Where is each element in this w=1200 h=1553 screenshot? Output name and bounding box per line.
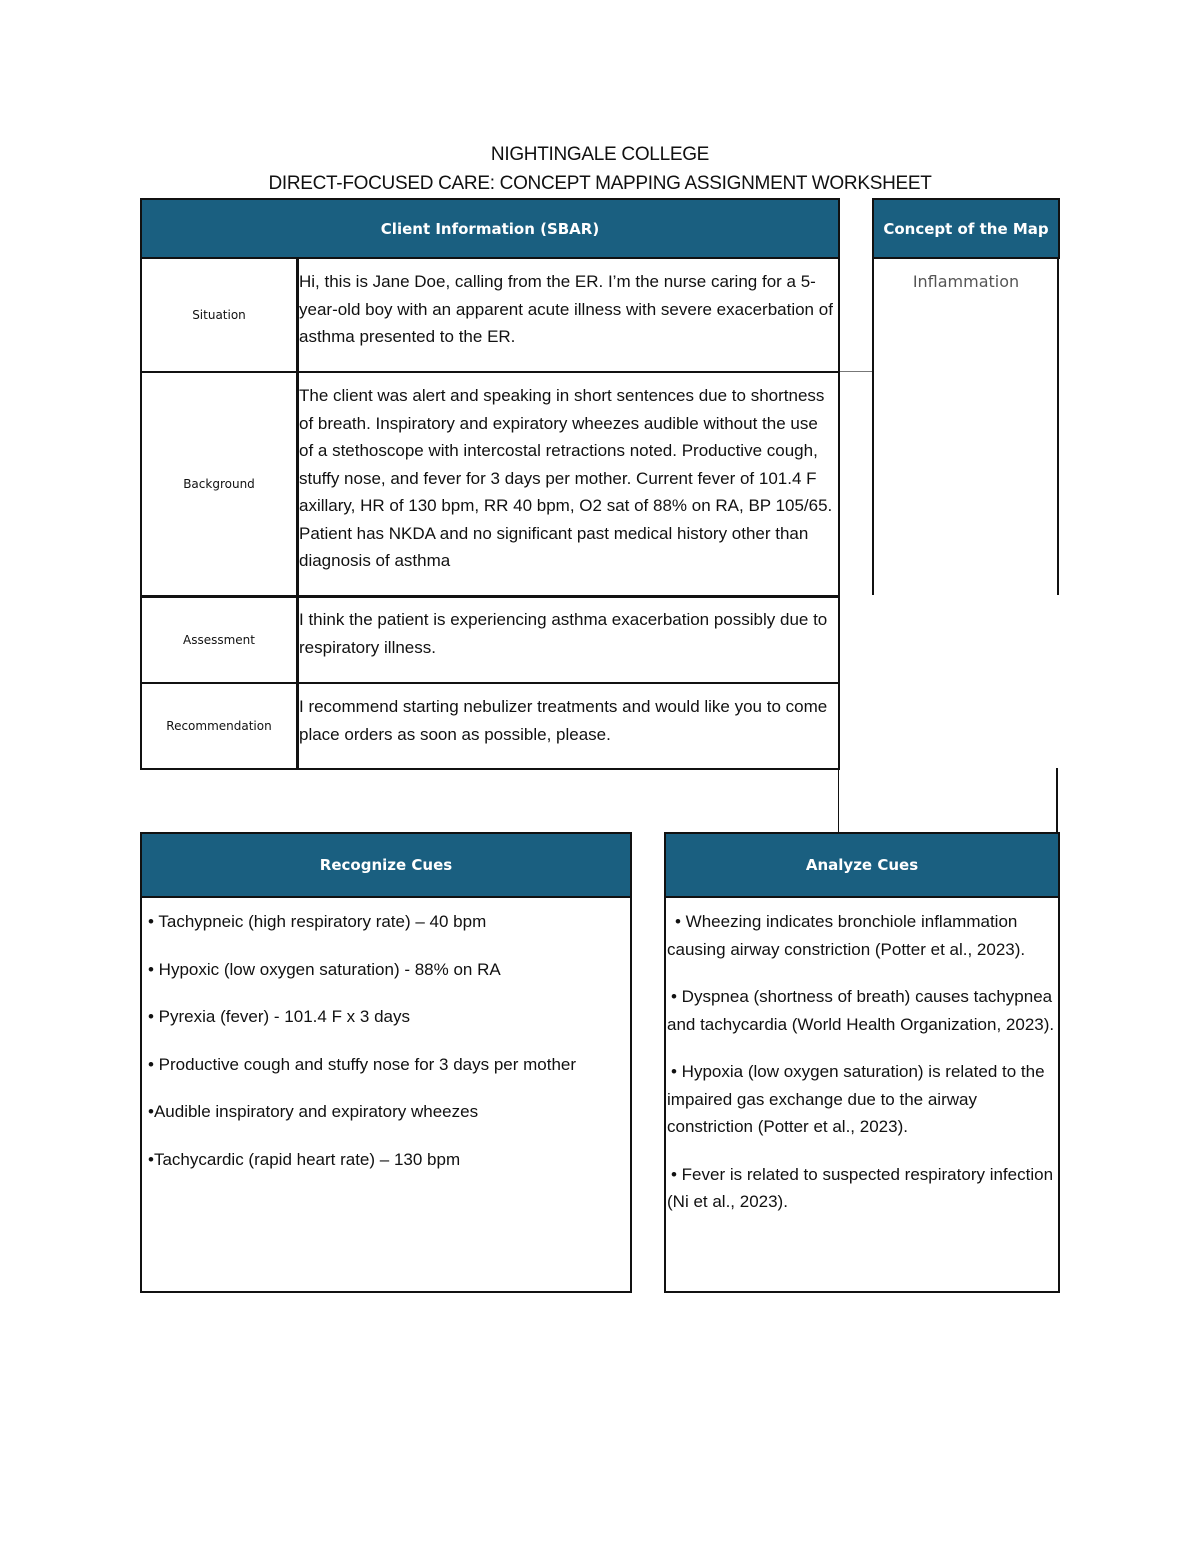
- worksheet-title: DIRECT-FOCUSED CARE: CONCEPT MAPPING ASSIGNMENT WORKSHEET: [268, 173, 932, 194]
- recognize-header: [140, 832, 632, 898]
- situation-label: Situation: [192, 308, 246, 322]
- list-item: • Pyrexia (fever) - 101.4 F x 3 days: [148, 1007, 410, 1026]
- list-item: •Audible inspiratory and expiratory wheezes: [148, 1102, 479, 1121]
- background-text: The client was alert and speaking in short sentences due to shortness of breath. Inspiratory and expiratory wheezes audible without the use of a stethoscope with intercostal retractions noted. Productive cough, stuffy nose, and fever for 3 days per mother. Current fever of 101.4 F axillary, HR of 130 bpm, RR 40 bpm, O2 sat of 88% on RA, BP 105/65. Patient has NKDA and no significant past medical history other than diagnosis of asthma: [299, 386, 833, 570]
- sbar-right-border: [838, 257, 840, 770]
- list-item: • Dyspnea (shortness of breath) causes tachypnea and tachycardia (World Health Organization, 2023).: [667, 987, 1055, 1034]
- college-title: NIGHTINGALE COLLEGE: [490, 144, 710, 165]
- sbar-header: [140, 198, 840, 259]
- concept-left-border: [872, 257, 874, 595]
- connector-left: [838, 770, 839, 834]
- assessment-text: I think the patient is experiencing asthma exacerbation possibly due to respiratory illness.: [299, 610, 828, 657]
- concept-header: [872, 198, 1060, 259]
- list-item: • Productive cough and stuffy nose for 3 days per mother: [148, 1054, 577, 1074]
- analyze-header: [664, 832, 1060, 898]
- recommendation-label: Recommendation: [166, 719, 272, 733]
- recognize-list: [148, 908, 630, 1173]
- connector-right: [1056, 768, 1058, 834]
- concept-heading: Concept of the Map: [883, 219, 1049, 238]
- recommendation-text: I recommend starting nebulizer treatments and would like you to come place orders as soon as possible, please.: [299, 697, 828, 744]
- list-item: • Tachypneic (high respiratory rate) – 40 bpm: [148, 912, 487, 931]
- assessment-label: Assessment: [183, 633, 255, 647]
- list-item: • Wheezing indicates bronchiole inflammation causing airway constriction (Potter et al., 2023).: [667, 912, 1026, 959]
- list-item: • Hypoxia (low oxygen saturation) is related to the impaired gas exchange due to the airway constriction (Potter et al., 2023).: [667, 1062, 1045, 1136]
- recognize-heading: Recognize Cues: [319, 856, 453, 874]
- concept-connector: [840, 371, 872, 372]
- analyze-heading: Analyze Cues: [805, 856, 919, 874]
- concept-value: Inflammation: [912, 272, 1020, 291]
- list-item: • Hypoxic (low oxygen saturation) - 88% on RA: [148, 959, 501, 979]
- background-label: Background: [183, 477, 255, 491]
- list-item: • Fever is related to suspected respiratory infection (Ni et al., 2023).: [667, 1164, 1054, 1211]
- list-item: •Tachycardic (rapid heart rate) – 130 bpm: [148, 1149, 461, 1169]
- situation-text: Hi, this is Jane Doe, calling from the ER. I’m the nurse caring for a 5-year-old boy with an apparent acute illness with severe exacerbation of asthma presented to the ER.: [299, 272, 833, 346]
- analyze-list: [667, 908, 1057, 1216]
- concept-right-border: [1057, 257, 1059, 595]
- sbar-heading: Client Information (SBAR): [380, 219, 600, 238]
- sbar-bottom-border: [140, 768, 840, 770]
